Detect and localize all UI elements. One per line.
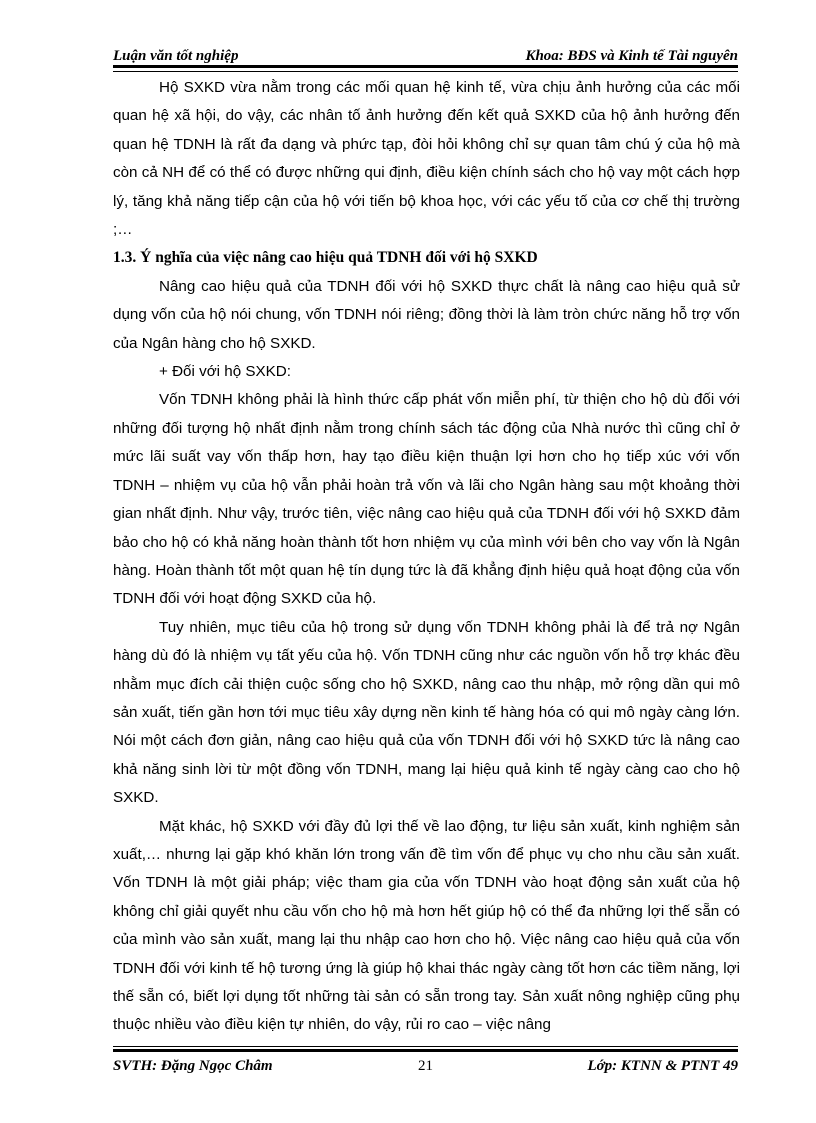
page-number: 21 xyxy=(418,1058,433,1074)
section-heading: 1.3. Ý nghĩa của việc nâng cao hiệu quả TDNH đối với hộ SXKD xyxy=(113,249,538,267)
header-divider-thin xyxy=(113,71,738,72)
paragraph-intro: Hộ SXKD vừa nằm trong các mối quan hệ kinh tế, vừa chịu ảnh hưởng của các mối quan hệ xã hội, do vậy, các nhân tố ảnh hưởng đến kết quả SXKD của hộ ảnh hưởng đến quan hệ TDNH là rất đa dạng và phức tạp, đòi hỏi không chỉ sự quan tâm chú ý của hộ mà còn cả NH để có thể có được những qui định, điều kiện chính sách cho hộ vay một cách hợp lý, tăng khả năng tiếp cận của hộ với tiến bộ khoa học, với các yếu tố của cơ chế thị trường ;… xyxy=(113,79,740,239)
page-header xyxy=(113,42,738,68)
page-body xyxy=(113,74,740,1040)
header-faculty-label: Khoa: BĐS và Kinh tế Tài nguyên xyxy=(525,48,738,64)
footer-divider-thick xyxy=(113,1049,738,1052)
paragraph-household-goals: Tuy nhiên, mục tiêu của hộ trong sử dụng vốn TDNH không phải là để trả nợ Ngân hàng dù đó là nhiệm vụ tất yếu của hộ. Vốn TDNH cũng như các nguồn vốn hỗ trợ khác đều nhằm mục đích cải thiện cuộc sống cho hộ SXKD, nâng cao thu nhập, mở rộng dần qui mô sản xuất, tiến gần hơn tới mục tiêu xây dựng nền kinh tế hàng hóa có qui mô ngày càng lớn. Nói một cách đơn giản, nâng cao hiệu quả của vốn TDNH đối với hộ SXKD tức là nâng cao khả năng sinh lời từ một đồng vốn TDNH, mang lại hiệu quả kinh tế ngày càng cao cho hộ SXKD. xyxy=(113,618,740,807)
footer-class-label: Lớp: KTNN & PTNT 49 xyxy=(587,1058,738,1074)
footer-student-name: SVTH: Đặng Ngọc Châm xyxy=(113,1058,273,1074)
paragraph-advantages: Mặt khác, hộ SXKD với đầy đủ lợi thế về lao động, tư liệu sản xuất, kinh nghiệm sản xuất,… nhưng lại gặp khó khăn lớn trong vấn đề tìm vốn để phục vụ cho nhu cầu sản xuất. Vốn TDNH là một giải pháp; việc tham gia của vốn TDNH vào hoạt động sản xuất của hộ không chỉ giải quyết nhu cầu vốn cho hộ mà hơn hết giúp hộ có thể đa những lợi thế sẵn có của mình vào sản xuất, mang lại thu nhập cao hơn cho hộ. Việc nâng cao hiệu quả của vốn TDNH đối với kinh tế hộ tương ứng là giúp hộ khai thác ngày càng tốt hơn các tiềm năng, lợi thế sẵn có, biết lợi dụng tốt những tài sản có sẵn trong tay. Sản xuất nông nghiệp cũng phụ thuộc nhiều vào điều kiện tự nhiên, do vậy, rủi ro cao – việc nâng xyxy=(113,817,740,1034)
paragraph-credit-obligation: Vốn TDNH không phải là hình thức cấp phát vốn miễn phí, từ thiện cho hộ dù đối với những đối tượng hộ nhất định nằm trong chính sách tác động của Nhà nước thì cũng chỉ ở mức lãi suất vay vốn thấp hơn, hay tạo điều kiện thuận lợi hơn cho họ tiếp xúc với vốn TDNH – nhiệm vụ của hộ vẫn phải hoàn trả vốn và lãi cho Ngân hàng sau một khoảng thời gian nhất định. Như vậy, trước tiên, việc nâng cao hiệu quả của TDNH đối với hộ SXKD đảm bảo cho hộ có khả năng hoàn thành tốt hơn nhiệm vụ của mình với bên cho vay vốn là Ngân hàng. Hoàn thành tốt một quan hệ tín dụng tức là đã khẳng định hiệu quả hoạt động của vốn TDNH đối với hoạt động SXKD của hộ. xyxy=(113,391,740,608)
page-footer xyxy=(113,1046,738,1076)
header-divider-thick xyxy=(113,65,738,68)
header-thesis-label: Luận văn tốt nghiệp xyxy=(113,48,239,64)
footer-divider-thin xyxy=(113,1046,738,1047)
bullet-households: + Đối với hộ SXKD: xyxy=(159,363,291,381)
paragraph-overview: Nâng cao hiệu quả của TDNH đối với hộ SXKD thực chất là nâng cao hiệu quả sử dụng vốn của hộ nói chung, vốn TDNH nói riêng; đồng thời là làm tròn chức năng hỗ trợ vốn của Ngân hàng cho hộ SXKD. xyxy=(113,277,740,352)
